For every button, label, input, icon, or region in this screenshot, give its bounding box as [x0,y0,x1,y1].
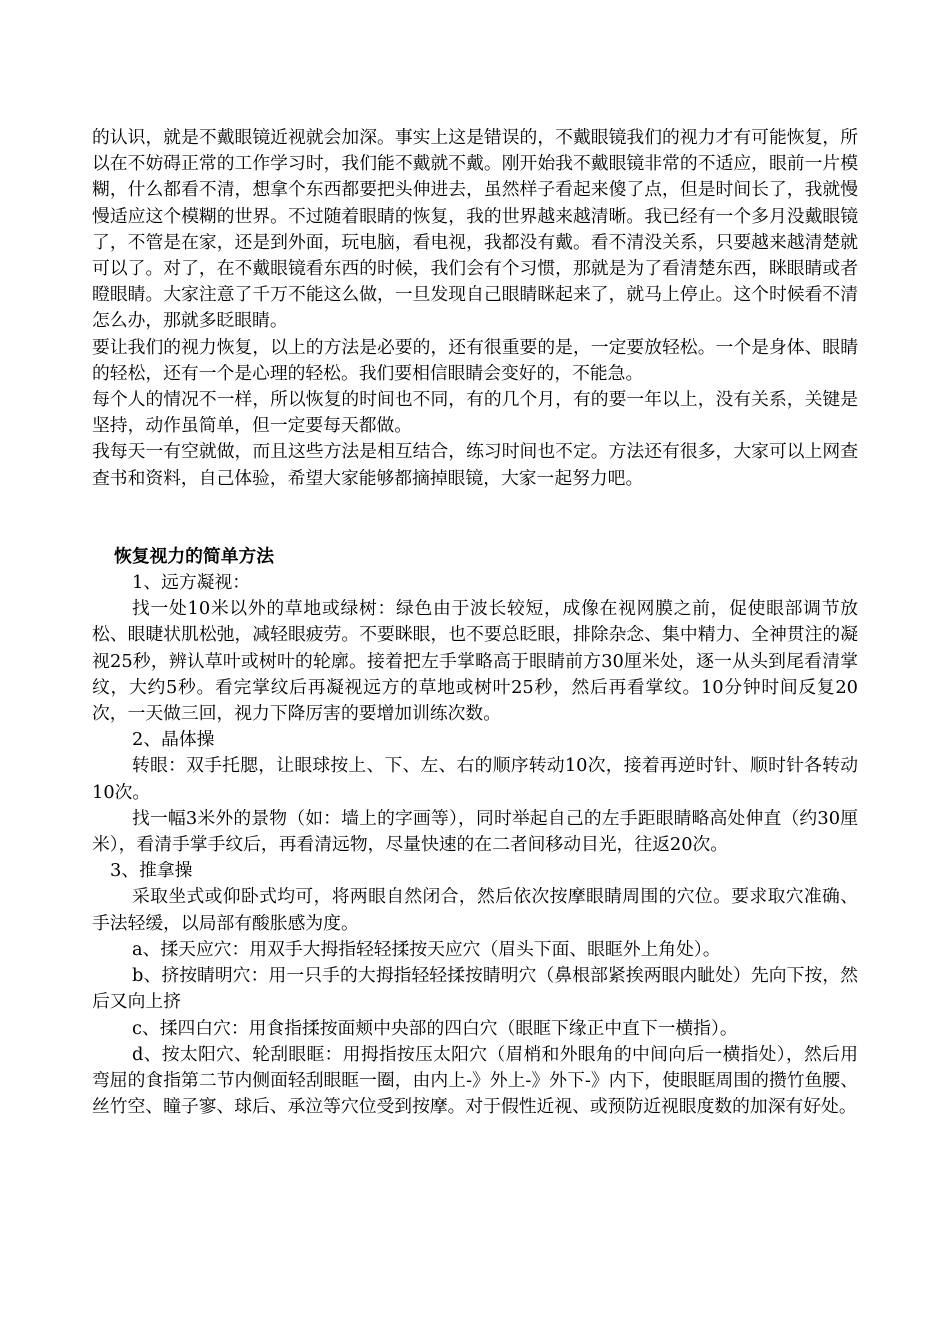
section-title: 恢复视力的简单方法 [114,545,275,567]
intro-paragraph: 的认识，就是不戴眼镜近视就会加深。事实上这是错误的，不戴眼镜我们的视力才有可能恢复，所以在不妨碍正常的工作学习时，我们能不戴就不戴。刚开始我不戴眼镜非常的不适应，眼前一片模糊，什么都看不清，想拿个东西都要把头伸进去，虽然样子看起来傻了点，但是时间长了，我就慢慢适应这个模糊的世界。不过随着眼睛的恢复，我的世界越来越清晰。我已经有一个多月没戴眼镜了，不管是在家，还是到外面，玩电脑，看电视，我都没有戴。看不清没关系，只要越来越清楚就可以了。对了，在不戴眼镜看东西的时候，我们会有个习惯，那就是为了看清楚东西，眯眼睛或者瞪眼睛。大家注意了千万不能这么做，一旦发现自己眼睛眯起来了，就马上停止。这个时候看不清怎么办，那就多眨眼睛。 [92,127,858,332]
item3-text: 采取坐式或仰卧式均可，将两眼自然闭合，然后依次按摩眼睛周围的穴位。要求取穴准确、手法轻缓，以局部有酸胀感为度。 [92,886,858,934]
intro-paragraph: 我每天一有空就做，而且这些方法是相互结合，练习时间也不定。方法还有很多，大家可以上网查查书和资料，自己体验，希望大家能够都摘掉眼镜，大家一起努力吧。 [92,441,858,489]
item3-sub-b: b、挤按睛明穴：用一只手的大拇指轻轻揉按睛明穴（鼻根部紧挨两眼内眦处）先向下按，然后又向上挤 [92,965,858,1013]
item3-heading: 3、推拿操 [110,860,193,882]
item2-text-2: 找一幅3米外的景物（如：墙上的字画等），同时举起自己的左手距眼睛略高处伸直（约30厘米），看清手掌手纹后，再看清远物，尽量快速的在二者间移动目光，往返20次。 [92,807,858,856]
item3-sub-d: d、按太阳穴、轮刮眼眶：用拇指按压太阳穴（眉梢和外眼角的中间向后一横指处），然后用弯屈的食指第二节内侧面轻刮眼眶一圈，由内上-》外上-》外下-》内下，使眼眶周围的攒竹鱼腰、丝竹空、瞳子寥、球后、承泣等穴位受到按摩。对于假性近视、或预防近视眼度数的加深有好处。 [92,1043,858,1118]
item1-heading: 1、远方凝视： [132,572,251,594]
item1-text: 找一处10米以外的草地或绿树：绿色由于波长较短，成像在视网膜之前，促使眼部调节放松、眼睫状肌松弛，减轻眼疲劳。不要眯眼，也不要总眨眼，排除杂念、集中精力、全神贯注的凝视25秒，辨认草叶或树叶的轮廓。接着把左手掌略高于眼睛前方30厘米处，逐一从头到尾看清掌纹，大约5秒。看完掌纹后再凝视远方的草地或树叶25秒，然后再看掌纹。10分钟时间反复20次，一天做三回，视力下降厉害的要增加训练次数。 [92,598,858,725]
item2-text-1: 转眼：双手托腮，让眼球按上、下、左、右的顺序转动10次，接着再逆时针、顺时针各转动10次。 [92,755,858,803]
intro-paragraph: 要让我们的视力恢复，以上的方法是必要的，还有很重要的是，一定要放轻松。一个是身体、眼睛的轻松，还有一个是心理的轻松。我们要相信眼睛会变好的，不能急。 [92,336,858,384]
item3-sub-a: a、揉天应穴：用双手大拇指轻轻揉按天应穴（眉头下面、眼眶外上角处）。 [132,938,721,960]
document-body [92,125,858,1120]
intro-paragraph: 每个人的情况不一样，所以恢复的时间也不同，有的几个月，有的要一年以上，没有关系，关键是坚持，动作虽简单，但一定要每天都做。 [92,389,858,437]
item2-heading: 2、晶体操 [132,729,215,751]
item3-sub-c: c、揉四白穴：用食指揉按面颊中央部的四白穴（眼眶下缘正中直下一横指）。 [132,1017,738,1039]
